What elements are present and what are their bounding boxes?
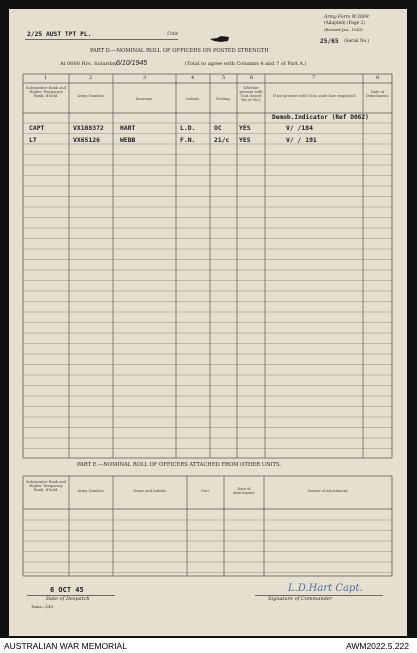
- archive-caption-bar: [0, 638, 417, 653]
- despatch-date: 6 OCT 45: [50, 586, 84, 594]
- col-number-1: 1: [44, 75, 48, 81]
- header-posting: Posting.: [216, 97, 231, 101]
- cell-rank: LT: [29, 136, 37, 144]
- cell-posting: 2i/c: [214, 136, 230, 144]
- header-rank: Substantive Rank and Higher Temporary Rank, if held.: [25, 86, 67, 99]
- header-employed: If not present with Unit, state how employed.: [273, 94, 356, 98]
- signature-label: Signature of Commander: [268, 596, 333, 602]
- col-number-8: 8: [376, 75, 380, 81]
- header-e-unit: Unit.: [200, 489, 211, 493]
- form-adapted: (Adapted) (Page 2): [324, 21, 365, 26]
- part-e-title: PART E.—NOMINAL ROLL OF OFFICERS ATTACHED FROM OTHER UNITS.: [77, 462, 282, 468]
- commander-signature: [286, 578, 392, 596]
- form-number: Army Form W.3009: [324, 15, 369, 20]
- col-number-5: 5: [222, 75, 226, 81]
- signature-text: L.D.Hart Capt.: [288, 583, 363, 594]
- cell-surname: HART: [120, 124, 136, 132]
- cell-army-number: VX108372: [73, 124, 104, 132]
- unit-name: 2/25 AUST TPT PL.: [27, 31, 92, 38]
- header-e-army-number: Army Number.: [77, 489, 105, 493]
- header-army-number: Army Number.: [77, 94, 105, 98]
- header-e-attachment-nature: Nature of Attachment.: [307, 489, 349, 493]
- col-number-3: 3: [143, 75, 147, 81]
- header-surname: Surname.: [135, 97, 154, 101]
- roll-date-prefix: At 0600 Hrs. Saturday: [60, 61, 117, 67]
- cell-initials: L.D.: [180, 124, 196, 132]
- serial-number: 25/65: [320, 38, 339, 45]
- caption-institution: AUSTRALIAN WAR MEMORIAL: [4, 641, 127, 651]
- header-initials: Initials.: [186, 97, 200, 101]
- despatch-label: Date of Despatch: [46, 596, 90, 602]
- form-revised: (Revised Jan., 1943): [324, 27, 363, 32]
- cell-surname: WEBB: [120, 136, 136, 144]
- header-e-name: Name and Initials.: [133, 489, 167, 493]
- header-e-attachment-date: Date of Attachment.: [232, 487, 256, 496]
- cell-initials: F.N.: [180, 136, 196, 144]
- header-e-rank: Substantive Rank and Higher Temporary Rank, if held.: [25, 480, 67, 493]
- roll-date: 6/10/1945: [116, 60, 148, 67]
- cell-posting: OC: [214, 124, 222, 132]
- cell-employed: V/ / 191: [286, 136, 317, 144]
- header-present: Whether present with Unit (Insert Yes or No).: [239, 86, 263, 103]
- cell-army-number: VX65126: [73, 136, 100, 144]
- roll-date-note: (Total to agree with Columns 4 and 7 of Part A.): [185, 61, 307, 67]
- demob-indicator-note: Demob.Indicator (Ref D062): [272, 114, 369, 121]
- cell-rank: CAPT: [29, 124, 45, 132]
- col-number-2: 2: [89, 75, 93, 81]
- print-code: Trans—1/43: [31, 605, 54, 609]
- part-d-title: PART D.—NOMINAL ROLL OF OFFICERS ON POSTED STRENGTH: [90, 48, 269, 54]
- col-number-6: 6: [250, 75, 254, 81]
- col-number-7: 7: [312, 75, 316, 81]
- cell-present: YES: [239, 124, 251, 132]
- unit-label: Unit: [167, 31, 179, 37]
- col-number-4: 4: [191, 75, 195, 81]
- cell-present: YES: [239, 136, 251, 144]
- header-detachment-date: Date of Detachment.: [365, 90, 390, 99]
- serial-label: (Serial No.): [344, 39, 370, 44]
- caption-accession-number: AWM2022.5.222: [346, 641, 409, 651]
- cell-employed: V/ /184: [286, 124, 313, 132]
